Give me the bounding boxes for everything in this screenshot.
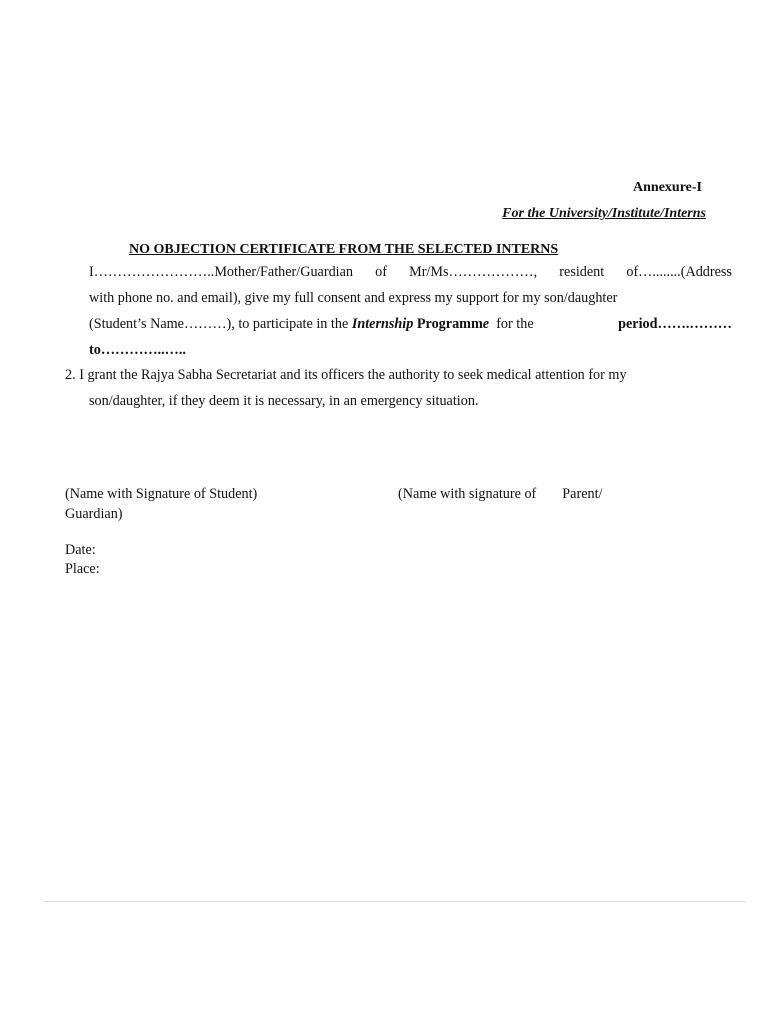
place-label: Place: xyxy=(65,561,100,577)
medical-consent-line-2: son/daughter, if they deem it is necessary, in an emergency situation. xyxy=(89,393,479,409)
programme-word-e: e xyxy=(482,316,490,332)
medical-consent-line-1: 2. I grant the Rajya Sabha Secretariat and its officers the authority to seek medical attention for my xyxy=(65,367,627,383)
audience-label: For the University/Institute/Interns xyxy=(502,206,706,221)
consent-line-1-part-5: of…........(Address xyxy=(626,264,732,280)
consent-line-1 xyxy=(89,259,732,285)
consent-line-2: with phone no. and email), give my full consent and express my support for my son/daughter xyxy=(89,290,618,306)
consent-line-3 xyxy=(89,311,732,337)
to-field: to…………..….. xyxy=(89,342,186,358)
date-label: Date: xyxy=(65,542,96,558)
parent-signature-part-1: (Name with signature of xyxy=(398,486,537,502)
for-the-text: for the xyxy=(489,316,538,332)
consent-line-1-part-1: I……………………..Mother/Father/Guardian xyxy=(89,264,353,280)
annexure-label: Annexure-I xyxy=(633,180,702,195)
consent-line-1-part-2: of xyxy=(375,264,387,280)
consent-line-3-start: (Student’s Name………), to participate in the xyxy=(89,316,352,332)
period-field: period…….……… xyxy=(618,316,732,332)
internship-word: Internship xyxy=(351,316,414,332)
guardian-signature-label: Guardian) xyxy=(65,506,123,522)
parent-signature-label xyxy=(398,484,602,504)
consent-line-1-part-3: Mr/Ms………………, xyxy=(409,264,538,280)
consent-paragraph xyxy=(89,259,732,363)
parent-signature-part-2: Parent/ xyxy=(562,486,603,502)
consent-line-1-part-4: resident xyxy=(559,264,605,280)
certificate-title: NO OBJECTION CERTIFICATE FROM THE SELECTED INTERNS xyxy=(129,242,559,257)
consent-line-3-text xyxy=(89,311,537,337)
medical-consent-paragraph xyxy=(65,362,705,414)
footer-divider xyxy=(44,901,745,902)
programme-word: Programm xyxy=(413,316,483,332)
student-signature-label: (Name with Signature of Student) xyxy=(65,486,258,502)
